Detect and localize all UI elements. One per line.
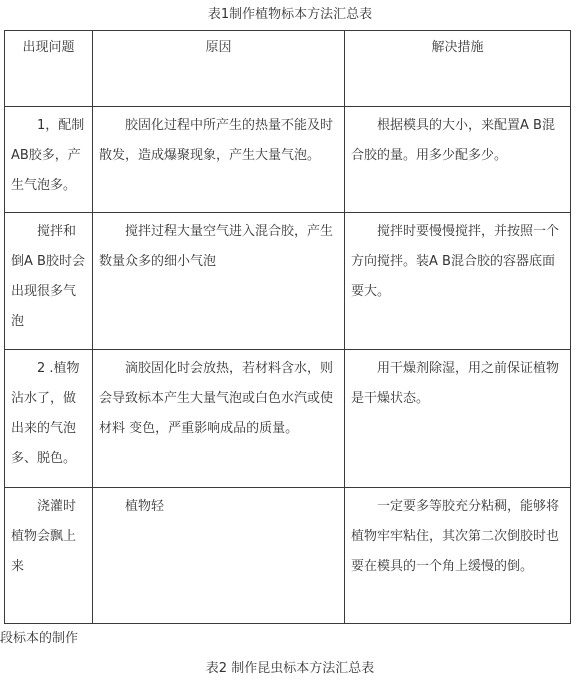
table-row (5, 213, 571, 350)
table-cell-problem (5, 213, 93, 350)
table1-title: 表1制作植物标本方法汇总表 (207, 7, 373, 22)
problem-text: 2 .植物沾水了，做出来的气泡多、脱色。 (11, 361, 80, 466)
table-cell-solution (345, 213, 571, 350)
table-cell-problem (5, 488, 93, 624)
header-cell-problem (5, 31, 93, 107)
table-row (5, 107, 571, 213)
solution-text: 用干燥剂除湿，用之前保证植物是干燥状态。 (351, 361, 560, 406)
cause-text: 搅拌过程大量空气进入混合胶，产生数量众多的细小气泡 (99, 224, 334, 269)
table-cell-cause (93, 213, 345, 350)
table2-title: 表2 制作昆虫标本方法汇总表 (205, 661, 375, 676)
section-fragment-text: 段标本的制作 (0, 631, 79, 646)
header-problem-label: 出现问题 (22, 40, 75, 55)
table-cell-cause (93, 488, 345, 624)
problem-text: 1，配制AB胶多，产生气泡多。 (11, 118, 85, 193)
table-header-row (5, 31, 571, 107)
header-cause-label: 原因 (205, 40, 232, 55)
solution-text: 根据模具的大小，来配置A B混合胶的量。用多少配多少。 (351, 118, 555, 163)
cause-text: 胶固化过程中所产生的热量不能及时散发，造成爆聚现象，产生大量气泡。 (99, 118, 334, 163)
table-cell-problem (5, 107, 93, 213)
solution-text: 一定要多等胶充分粘稠，能够将植物牢牢粘住，其次第二次倒胶时也要在模具的一个角上缓慢的倒。 (351, 499, 560, 574)
solution-text: 搅拌时要慢慢搅拌，并按照一个方向搅拌。装A B混合胶的容器底面要大。 (351, 224, 560, 299)
header-solution-label: 解决措施 (431, 40, 484, 55)
table-cell-solution (345, 107, 571, 213)
header-cell-cause (93, 31, 345, 107)
table-cell-cause (93, 107, 345, 213)
header-cell-solution (345, 31, 571, 107)
table-row (5, 350, 571, 488)
table-cell-solution (345, 350, 571, 488)
table-cell-cause (93, 350, 345, 488)
table-row (5, 488, 571, 624)
table-cell-solution (345, 488, 571, 624)
table-cell-problem (5, 350, 93, 488)
cause-text: 滴胶固化时会放热，若材料含水，则会导致标本产生大量气泡或白色水汽或使材料 变色，严重影响成品的质量。 (99, 361, 334, 436)
problem-text: 浇灌时植物会飘上来 (11, 499, 77, 574)
cause-text: 植物轻 (125, 499, 165, 514)
problem-text: 搅拌和倒A B胶时会出现很多气泡 (11, 224, 85, 329)
plant-specimen-table (4, 30, 571, 624)
